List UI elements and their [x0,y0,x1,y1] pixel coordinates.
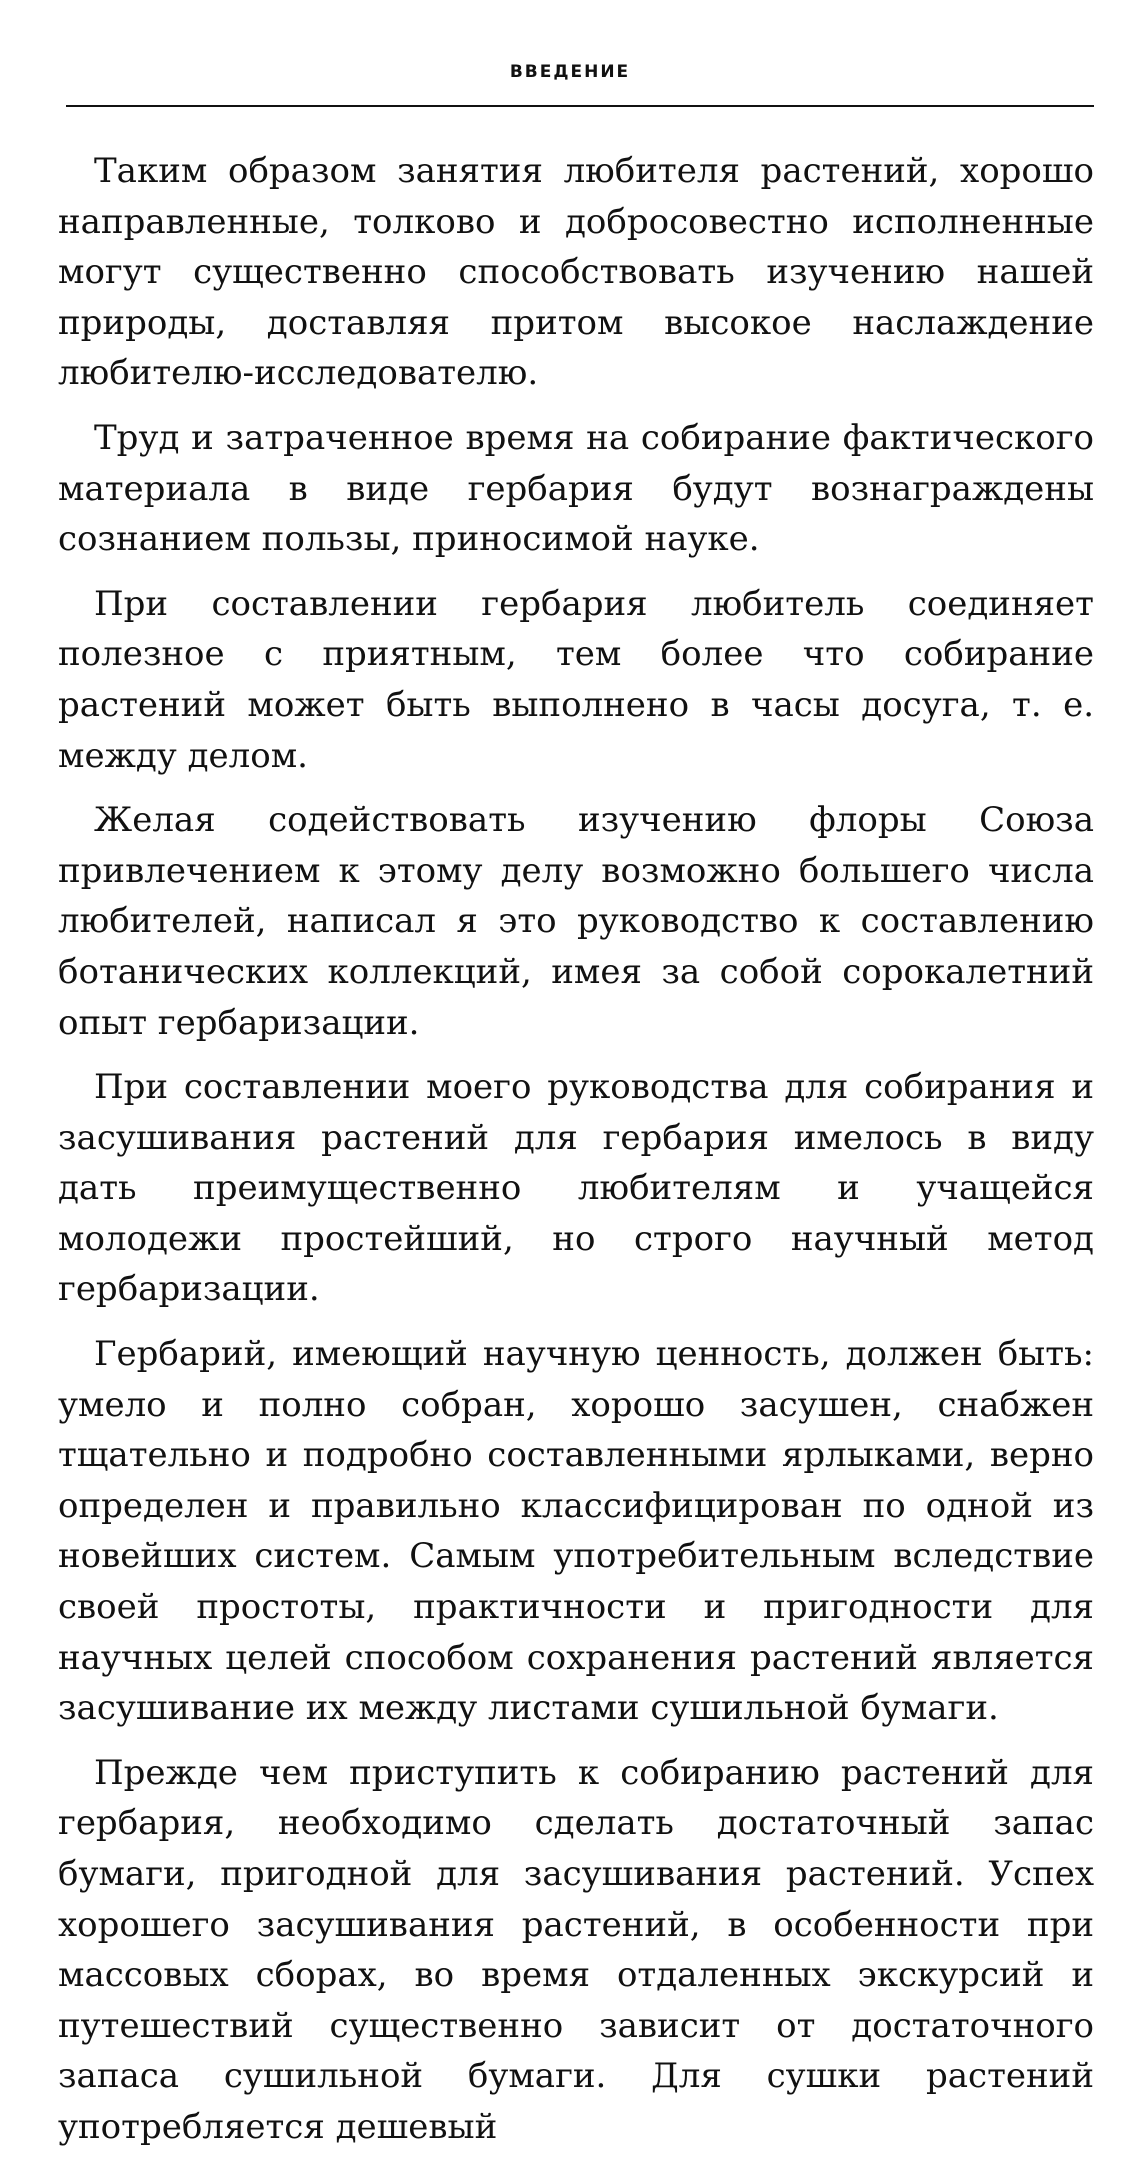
paragraph-4: Желая содействовать изучению флоры Союза привлечением к этому делу возможно большего числа любителей, написал я это руководство к составлению ботанических коллекций, имея за собой сорокалетний опыт гербаризации. [58,800,1094,1043]
paragraph-5: При составлении моего руководства для собирания и засушивания растений для гербария имелось в виду дать преимущественно любителям и учащейся молодежи простейший, но строго научный метод гербаризации. [58,1067,1094,1310]
header-rule [66,105,1094,107]
paragraph-6: Гербарий, имеющий научную ценность, должен быть: умело и полно собран, хорошо засушен, снабжен тщательно и подробно составленными ярлыками, верно определен и правильно классифицирован по одной из новейших систем. Самым употребительным вследствие своей простоты, практичности и пригодности для научных целей способом сохранения растений является засушивание их между листами сушильной бумаги. [58,1334,1094,1729]
paragraph-2: Труд и затраченное время на собирание фактического материала в виде гербария будут вознаграждены сознанием пользы, приносимой науке. [58,417,1094,560]
paragraph-7: Прежде чем приступить к собиранию растений для гербария, необходимо сделать достаточный запас бумаги, пригодной для засушивания растений. Успех хорошего засушивания растений, в особенности при массовых сборах, во время отдаленных экскурсий и путешествий существенно зависит от достаточного запаса сушильной бумаги. Для сушки растений употребляется дешевый [58,1752,1094,2147]
running-head-title: ВВЕДЕНИЕ [509,62,631,82]
paragraph-1: Таким образом занятия любителя растений, хорошо направленные, толково и добросовестно исполненные могут существенно способствовать изучению нашей природы, доставляя притом высокое наслаждение любителю-исследователю. [58,151,1094,394]
body-text [58,146,1094,2167]
paragraph-3: При составлении гербария любитель соединяет полезное с приятным, тем более что собирание растений может быть выполнено в часы досуга, т. е. между делом. [58,583,1094,776]
